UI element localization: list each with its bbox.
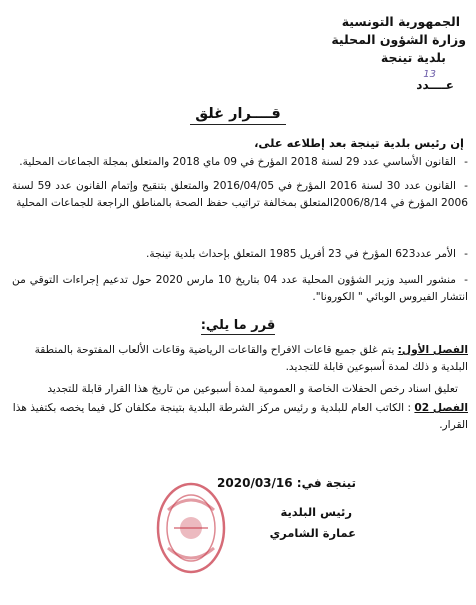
article-2: الفصل 02 : الكاتب العام للبلدية و رئيس مركز الشرطة البلدية بتينجة مكلفان كل فيما يخصه بكتفيذ هذا القرار. xyxy=(12,402,468,431)
article-label: الفصل 02 xyxy=(414,402,468,414)
official-stamp-icon xyxy=(154,480,228,576)
signatory-role: رئيس البلدية xyxy=(280,505,352,519)
title-underline xyxy=(190,124,286,125)
article-label: الفصل الأول: xyxy=(397,344,468,356)
page-title: قــــرار غلق xyxy=(195,106,281,122)
article-suspension: تعليق اسناد رخص الحفلات الخاصة و العمومية لمدة أسبوعين من تاريخ هذا القرار قابلة للتجديد xyxy=(47,383,458,395)
reference-number: 13 xyxy=(423,69,436,80)
header-republic: الجمهورية التونسية xyxy=(341,14,460,29)
consideration-item: -القانون الأساسي عدد 29 لسنة 2018 المؤرخ في 09 ماي 2018 والمتعلق بمجلة الجماعات المحلية. xyxy=(19,156,468,168)
signatory-name: عمارة الشامري xyxy=(269,526,356,540)
decree-heading: قرر ما يلي: xyxy=(200,318,276,333)
consideration-item: -منشور السيد وزير الشؤون المحلية عدد 04 بتاريخ 10 مارس 2020 حول تدعيم إجراءات التوقي من انتشار الفيروس الوبائي " الكورونا". xyxy=(12,274,468,303)
header-municipality: بلدية تينجة xyxy=(380,50,446,65)
header-ministry: وزارة الشؤون المحلية xyxy=(331,32,466,47)
preamble: إن رئيس بلدية تينجة بعد إطلاعه على، xyxy=(254,136,464,150)
consideration-item: -الأمر عدد623 المؤرخ في 23 أفريل 1985 المتعلق بإحداث بلدية تينجة. xyxy=(146,248,468,260)
consideration-item: -القانون عدد 30 لسنة 2016 المؤرخ في 2016/04/05 والمتعلق بتنقيح وإتمام القانون عدد 59 لسنة 2006 المؤرخ في 2006/8/14المتعلق بمخالفة تراتيب حفظ الصحة بالمناطق الراجعة للجماعات المحلية xyxy=(12,180,468,209)
signature-date: تينجة في: 2020/03/16 xyxy=(217,476,356,490)
article-1: الفصل الأول: يتم غلق جميع قاعات الافراح والقاعات الرياضية وقاعات الألعاب المفتوحة بالمنطقة البلدية و ذلك لمدة أسبوعين قابلة للتجديد. xyxy=(34,344,468,373)
reference-number-label: عــــدد xyxy=(416,78,454,92)
